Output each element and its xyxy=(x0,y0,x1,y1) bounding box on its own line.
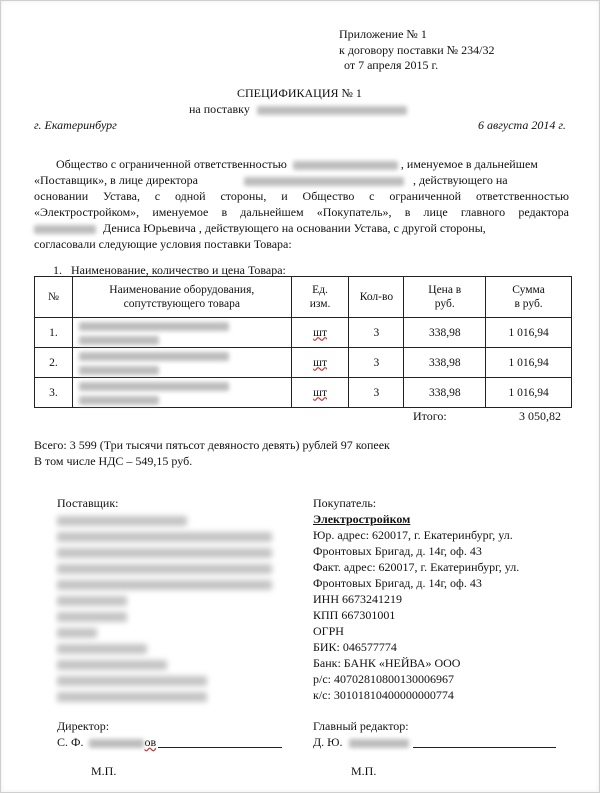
buyer-detail-line: Фронтовых Бригад, д. 14г, оф. 43 xyxy=(313,544,482,558)
row-unit: шт xyxy=(291,348,349,378)
signing-date: 6 августа 2014 г. xyxy=(478,118,566,132)
supplier-director-name: С. Ф. ов xyxy=(57,735,157,749)
redacted-text xyxy=(293,161,398,170)
intro-line-4: «Электростройком», именуемое в дальнейшем «Покупатель», в лице главного редактора xyxy=(34,205,569,219)
row-name xyxy=(72,378,291,408)
intro-line-1: Общество с ограниченной ответственностью , именуемое в дальнейшем xyxy=(56,157,538,171)
grand-total: Всего: 3 599 (Три тысячи пятьсот девяносто девять) рублей 97 копеек xyxy=(34,438,390,452)
redacted-text xyxy=(57,580,272,590)
row-name xyxy=(72,318,291,348)
buyer-heading: Покупатель: xyxy=(313,496,377,510)
row-price: 338,98 xyxy=(404,378,486,408)
buyer-name: Электростройком xyxy=(313,512,411,526)
row-num: 3. xyxy=(35,378,73,408)
city: г. Екатеринбург xyxy=(34,118,117,132)
buyer-detail-line: к/с: 30101810400000000774 xyxy=(313,688,454,702)
supplier-director-label: Директор: xyxy=(57,719,110,733)
intro-line-2-end: , действующего на xyxy=(413,173,508,187)
redacted-text xyxy=(57,548,272,558)
supplier-heading: Поставщик: xyxy=(57,496,119,510)
intro-line-5: Дениса Юрьевича , действующего на основании Устава, с другой стороны, xyxy=(103,221,486,235)
buyer-detail-line: Факт. адрес: 620017, г. Екатеринбург, ул. xyxy=(313,560,520,574)
buyer-detail-line: КПП 667301001 xyxy=(313,608,396,622)
row-name xyxy=(72,348,291,378)
section-heading: 1. Наименование, количество и цена Товара: xyxy=(53,263,286,277)
total-label: Итого: xyxy=(413,409,447,423)
header-num: № xyxy=(35,277,73,318)
header-unit: Ед. изм. xyxy=(291,277,349,318)
row-unit: шт xyxy=(291,378,349,408)
table-row xyxy=(35,318,572,348)
buyer-stamp-place: М.П. xyxy=(351,764,377,778)
header-name: Наименование оборудования, сопутствующего товара xyxy=(72,277,291,318)
redacted-text xyxy=(57,596,127,606)
header-qty: Кол-во xyxy=(349,277,404,318)
row-price: 338,98 xyxy=(404,348,486,378)
intro-line-6: согласовали следующие условия поставки Товара: xyxy=(34,237,292,251)
supplier-signature-line xyxy=(158,747,282,748)
redacted-text xyxy=(89,739,144,748)
contract-date: от 7 апреля 2015 г. xyxy=(344,58,439,72)
redacted-text xyxy=(34,225,96,234)
redacted-text xyxy=(57,660,167,670)
redacted-text xyxy=(349,739,409,748)
document-title: СПЕЦИФИКАЦИЯ № 1 xyxy=(237,86,362,100)
buyer-editor-label: Главный редактор: xyxy=(313,719,409,733)
header-price: Цена в руб. xyxy=(404,277,486,318)
buyer-detail-line: Фронтовых Бригад, д. 14г, оф. 43 xyxy=(313,576,482,590)
buyer-signature-line xyxy=(413,747,556,748)
contract-reference: к договору поставки № 234/32 xyxy=(339,43,495,57)
redacted-text xyxy=(57,676,207,686)
row-qty: 3 xyxy=(349,348,404,378)
buyer-detail-line: Юр. адрес: 620017, г. Екатеринбург, ул. xyxy=(313,528,513,542)
table-row xyxy=(35,348,572,378)
row-unit: шт xyxy=(291,318,349,348)
vat-line: В том числе НДС – 549,15 руб. xyxy=(34,454,193,468)
redacted-text xyxy=(244,177,404,186)
redacted-text xyxy=(257,106,407,115)
buyer-editor-name: Д. Ю. xyxy=(313,735,409,750)
document-subtitle: на поставку xyxy=(189,102,407,117)
row-sum: 1 016,94 xyxy=(486,348,572,378)
redacted-text xyxy=(57,692,207,702)
redacted-text xyxy=(57,516,187,526)
table-header-row xyxy=(35,277,572,318)
redacted-text xyxy=(57,532,272,542)
buyer-detail-line: ОГРН xyxy=(313,624,344,638)
header-sum: Сумма в руб. xyxy=(486,277,572,318)
row-sum: 1 016,94 xyxy=(486,318,572,348)
total-value: 3 050,82 xyxy=(519,409,561,423)
buyer-detail-line: БИК: 046577774 xyxy=(313,640,397,654)
row-sum: 1 016,94 xyxy=(486,378,572,408)
row-qty: 3 xyxy=(349,378,404,408)
buyer-detail-line: р/с: 40702810800130006967 xyxy=(313,672,454,686)
intro-line-2: «Поставщик», в лице директора xyxy=(34,173,198,187)
row-price: 338,98 xyxy=(404,318,486,348)
specification-table xyxy=(34,276,572,408)
row-num: 2. xyxy=(35,348,73,378)
table-row xyxy=(35,378,572,408)
supplier-stamp-place: М.П. xyxy=(91,764,117,778)
redacted-text xyxy=(57,644,147,654)
redacted-text xyxy=(57,628,97,638)
buyer-detail-line: Банк: БАНК «НЕЙВА» ООО xyxy=(313,656,461,670)
buyer-detail-line: ИНН 6673241219 xyxy=(313,592,402,606)
intro-line-3: основании Устава, с одной стороны, и Общество с ограниченной ответственностью xyxy=(34,189,569,203)
appendix-number: Приложение № 1 xyxy=(339,27,427,41)
row-qty: 3 xyxy=(349,318,404,348)
redacted-text xyxy=(57,612,127,622)
redacted-text xyxy=(57,564,272,574)
row-num: 1. xyxy=(35,318,73,348)
